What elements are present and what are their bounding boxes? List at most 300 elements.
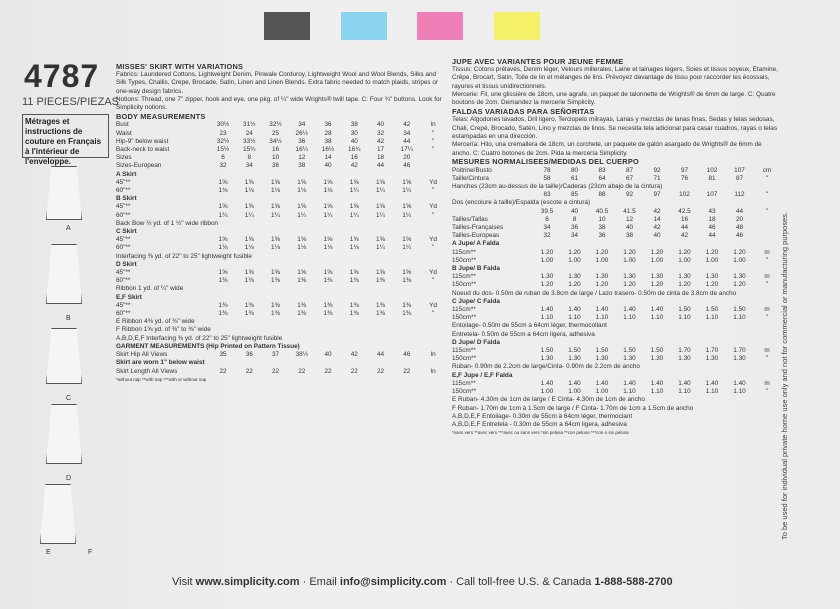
cell: 85 bbox=[570, 191, 579, 199]
cell: " bbox=[431, 244, 435, 252]
cell: 40.5 bbox=[595, 207, 609, 215]
cell: 1.20 bbox=[705, 248, 719, 256]
cell: 1⅝ bbox=[323, 203, 333, 211]
cell: 38 bbox=[324, 137, 332, 145]
cell: 1⅛ bbox=[349, 244, 359, 252]
cell: 1.40 bbox=[650, 379, 664, 387]
french-notice: Métrages et instructions de couture en Français à l'intérieur de l'enveloppe. bbox=[22, 114, 109, 158]
cell: 1.00 bbox=[540, 256, 554, 264]
table-row bbox=[116, 253, 444, 261]
cell: 1⅛ bbox=[323, 244, 333, 252]
table-row bbox=[116, 187, 444, 195]
cell: 1.30 bbox=[733, 355, 746, 363]
skirt-drawing bbox=[46, 244, 82, 304]
cell: 1.00 bbox=[568, 388, 581, 396]
cell: 88 bbox=[598, 191, 606, 199]
cell: 1⅝ bbox=[244, 236, 254, 244]
cell: 1.50 bbox=[650, 347, 664, 355]
table-row bbox=[116, 146, 444, 154]
table-row bbox=[116, 138, 444, 146]
cell: 1.40 bbox=[540, 379, 554, 387]
cell: 97 bbox=[653, 191, 661, 199]
cell: 1⅜ bbox=[323, 301, 333, 309]
cell: 46 bbox=[735, 232, 744, 240]
cell: 25 bbox=[271, 129, 280, 137]
cell: 1⅜ bbox=[218, 301, 228, 309]
table-row bbox=[452, 380, 778, 388]
cell: 102 bbox=[706, 166, 718, 174]
cell: 40 bbox=[653, 232, 661, 240]
cell: 1⅛ bbox=[271, 244, 280, 252]
cell: 37 bbox=[271, 351, 280, 359]
table-row bbox=[452, 265, 778, 273]
swatch bbox=[417, 12, 463, 40]
metric-footnote: *sans vers **avec vers ***avec ou sans vers *sin pelusa **con pelusa ***con o sin pelusa bbox=[452, 430, 629, 436]
cell: 1.30 bbox=[650, 355, 664, 363]
pieces-count: 11 PIECES/PIEZAS bbox=[22, 96, 120, 108]
cell: 26½ bbox=[295, 129, 308, 137]
cell: 1⅜ bbox=[244, 301, 254, 309]
cell: 1⅜ bbox=[376, 310, 385, 318]
cell: 1⅜ bbox=[271, 310, 280, 318]
cell: 36 bbox=[570, 224, 579, 232]
cell: 44 bbox=[680, 224, 689, 232]
row-label: 60"** bbox=[116, 244, 131, 252]
cell: 23 bbox=[219, 129, 227, 137]
cell: In bbox=[430, 121, 436, 129]
row-label: B Jupe/ B Falda bbox=[452, 265, 500, 273]
table-row bbox=[452, 355, 778, 363]
cell: 1.50 bbox=[568, 347, 581, 355]
cell: 44 bbox=[708, 232, 716, 240]
cell: 1⅝ bbox=[402, 178, 412, 186]
cell: 1.10 bbox=[650, 388, 664, 396]
row-label: Sizes-European bbox=[116, 162, 162, 170]
row-label: 150cm** bbox=[452, 388, 477, 396]
cell: 36 bbox=[271, 162, 280, 170]
row-label: 60"** bbox=[116, 310, 131, 318]
cell: 1.00 bbox=[623, 256, 636, 264]
cell: 1⅛ bbox=[271, 187, 280, 195]
cell: " bbox=[431, 137, 435, 145]
cell: 6 bbox=[221, 154, 225, 162]
cell: 1⅜ bbox=[402, 310, 412, 318]
cell: 10 bbox=[598, 215, 606, 223]
spanish-title: FALDAS VARIADAS PARA SEÑORITAS bbox=[452, 107, 595, 117]
row-label: Waist bbox=[116, 129, 132, 137]
cell: " bbox=[765, 174, 769, 182]
row-label: Hip-9" below waist bbox=[116, 137, 169, 145]
cell: 1⅜ bbox=[244, 277, 254, 285]
row-label: E,F Skirt bbox=[116, 293, 142, 301]
cell: 42.5 bbox=[678, 207, 691, 215]
cell: 38 bbox=[598, 224, 606, 232]
cell: 46 bbox=[708, 224, 716, 232]
table-row bbox=[452, 224, 778, 232]
table-row bbox=[116, 261, 444, 269]
cell: 36 bbox=[298, 137, 306, 145]
cell: 1⅜ bbox=[271, 277, 280, 285]
cell: 43 bbox=[708, 207, 716, 215]
cell bbox=[756, 224, 778, 232]
skirt-drawing bbox=[46, 328, 82, 384]
row-label: 45"** bbox=[116, 301, 131, 309]
row-label: 115cm** bbox=[452, 306, 476, 314]
cell: 1.10 bbox=[595, 314, 609, 322]
cell: 1.00 bbox=[733, 256, 746, 264]
cell: 1⅛ bbox=[218, 244, 228, 252]
cell: 40 bbox=[625, 224, 634, 232]
cell: 16¼ bbox=[295, 146, 308, 154]
row-label: D Skirt bbox=[116, 260, 137, 268]
cell: 1.70 bbox=[678, 347, 691, 355]
cell: 1.20 bbox=[595, 248, 609, 256]
cell: 1¼ bbox=[376, 244, 385, 252]
cell: 1⅛ bbox=[323, 187, 333, 195]
cell: 17 bbox=[376, 146, 385, 154]
table-row bbox=[452, 216, 778, 224]
cell bbox=[422, 162, 444, 170]
view-label: B bbox=[66, 315, 71, 322]
row-label: 60"** bbox=[116, 211, 131, 219]
cell: 83 bbox=[543, 191, 551, 199]
cell: 44 bbox=[403, 137, 411, 145]
table-row bbox=[452, 240, 778, 248]
cell: 1⅜ bbox=[218, 310, 228, 318]
row-label: Tailles-Europeas bbox=[452, 232, 500, 240]
cell: 22 bbox=[350, 367, 358, 375]
email-link[interactable]: info@simplicity.com bbox=[339, 576, 447, 588]
cell: 1.40 bbox=[733, 379, 746, 387]
cell: 42 bbox=[350, 162, 358, 170]
cell: 1⅜ bbox=[349, 310, 359, 318]
cell: 97 bbox=[680, 166, 689, 174]
cell: 1⅝ bbox=[218, 269, 228, 277]
table-row bbox=[452, 199, 778, 207]
cell: 34 bbox=[570, 232, 579, 240]
cell: 1⅝ bbox=[376, 178, 385, 186]
cell: 107 bbox=[706, 191, 718, 199]
table-row bbox=[116, 121, 444, 129]
cell: 46 bbox=[403, 351, 411, 359]
cell: m bbox=[764, 347, 770, 355]
table-row bbox=[452, 298, 778, 306]
cell: 32 bbox=[376, 129, 385, 137]
row-label: Taille/Cintura bbox=[452, 174, 489, 182]
cell: 6 bbox=[545, 215, 549, 223]
cell: 38 bbox=[350, 121, 358, 129]
cell: 42 bbox=[680, 232, 689, 240]
english-rows bbox=[116, 121, 444, 375]
cell: " bbox=[431, 277, 435, 285]
english-chart bbox=[116, 63, 444, 553]
cell: 1⅝ bbox=[244, 269, 254, 277]
french-spanish-chart bbox=[452, 58, 778, 552]
table-row bbox=[116, 335, 444, 343]
view-label: D bbox=[66, 475, 72, 482]
row-label: 115cm** bbox=[452, 248, 476, 256]
cell: 1.40 bbox=[595, 306, 609, 314]
cell: 1¼ bbox=[218, 211, 228, 219]
cell: 28 bbox=[324, 129, 332, 137]
row-label: C Skirt bbox=[116, 228, 137, 236]
cell: 39.5 bbox=[540, 207, 554, 215]
row-label: Skirt Length All Views bbox=[116, 367, 178, 375]
table-row bbox=[116, 228, 444, 236]
table-row bbox=[452, 306, 778, 314]
table-row bbox=[452, 314, 778, 322]
cell: 71 bbox=[653, 174, 661, 182]
cell: 38 bbox=[298, 162, 306, 170]
cell: 67 bbox=[625, 174, 634, 182]
cell: 1.30 bbox=[540, 355, 554, 363]
cell: 1¼ bbox=[297, 211, 307, 219]
cell: 12 bbox=[298, 154, 306, 162]
notions-text: Notions: Thread, one 7" zipper, hook and eye, one pkg. of ¼" wide Wrights® twill tape. C: Four ¾" buttons. Look for Simplicity notions. bbox=[116, 96, 442, 112]
cell: 12 bbox=[625, 215, 634, 223]
cell: 1.30 bbox=[678, 355, 691, 363]
skirt-drawing bbox=[46, 404, 82, 464]
cell: 1⅝ bbox=[349, 269, 359, 277]
cell: 1.40 bbox=[595, 379, 609, 387]
cell: 1⅝ bbox=[271, 236, 280, 244]
cell: 1⅜ bbox=[376, 301, 385, 309]
table-row bbox=[116, 310, 444, 318]
cell: m bbox=[764, 273, 770, 281]
cell: 1.00 bbox=[568, 256, 581, 264]
cell: 24 bbox=[245, 129, 253, 137]
table-row bbox=[452, 347, 778, 355]
row-label: A,B,D,E,F Interfacing ⅜ yd. of 22" to 25" lightweight fusible bbox=[116, 334, 283, 342]
cell: 1.30 bbox=[678, 273, 691, 281]
cell: 1⅜ bbox=[376, 277, 385, 285]
row-label: Entretela- 0.50m de 55cm a 64cm ligera, adhesiva bbox=[452, 330, 595, 338]
cell: 1.10 bbox=[733, 388, 746, 396]
table-row bbox=[452, 167, 778, 175]
cell: " bbox=[431, 310, 435, 318]
cell: 31½ bbox=[243, 121, 256, 129]
cell: 1⅜ bbox=[349, 277, 359, 285]
cell: Yd bbox=[429, 203, 437, 211]
cell: 81 bbox=[708, 174, 716, 182]
cell: 1.20 bbox=[623, 281, 636, 289]
cell: 1⅛ bbox=[218, 187, 228, 195]
cell: 40 bbox=[324, 351, 332, 359]
table-row bbox=[452, 372, 778, 380]
english-title: MISSES' SKIRT WITH VARIATIONS bbox=[116, 63, 244, 71]
cell: 1.00 bbox=[595, 388, 609, 396]
cell: 1.20 bbox=[623, 248, 636, 256]
cell: 1⅝ bbox=[218, 203, 228, 211]
cell: 1.30 bbox=[595, 355, 609, 363]
table-row bbox=[116, 269, 444, 277]
table-row bbox=[452, 183, 778, 191]
cell: 32½ bbox=[269, 121, 282, 129]
cell: 1⅜ bbox=[297, 310, 307, 318]
row-label: E Ribbon 4⅜ yd. of ⅜" wide bbox=[116, 318, 195, 326]
cell: 1.70 bbox=[733, 347, 746, 355]
cell: 1.30 bbox=[540, 273, 554, 281]
row-label: Noeud du dos- 0.50m de ruban de 3.8cm de large / Lazo trasero- 0.50m de cinta de 3.8cm de ancho bbox=[452, 289, 737, 297]
cell: 8 bbox=[572, 215, 577, 223]
table-row bbox=[116, 326, 444, 334]
usage-notice: To be used for individual private home use only and not for commercial or manufacturing purposes. bbox=[780, 211, 789, 540]
table-row bbox=[452, 421, 778, 429]
cell: 92 bbox=[653, 166, 661, 174]
cell: 1.10 bbox=[705, 388, 719, 396]
cell: 1.50 bbox=[705, 306, 719, 314]
row-label: Bust bbox=[116, 121, 129, 129]
cell: 22 bbox=[219, 367, 227, 375]
cell: 1⅝ bbox=[402, 269, 412, 277]
cell: 102 bbox=[679, 191, 690, 199]
table-row bbox=[116, 203, 444, 211]
cell: 32½ bbox=[216, 137, 230, 145]
cell: 1.30 bbox=[650, 273, 664, 281]
cell: 10 bbox=[271, 154, 280, 162]
row-label: GARMENT MEASUREMENTS (Hip Printed on Pattern Tissue) bbox=[116, 342, 300, 350]
cell: " bbox=[765, 388, 769, 396]
row-label: A Skirt bbox=[116, 170, 137, 178]
table-row bbox=[116, 220, 444, 228]
table-row bbox=[116, 162, 444, 170]
row-label: 150cm** bbox=[452, 256, 477, 264]
cell: 38½ bbox=[295, 351, 308, 359]
cell: 1⅝ bbox=[297, 269, 307, 277]
table-row bbox=[116, 236, 444, 244]
table-row bbox=[116, 130, 444, 138]
table-row bbox=[452, 322, 778, 330]
cell: 76 bbox=[680, 174, 689, 182]
cell: 1.00 bbox=[540, 388, 554, 396]
cell: 1.30 bbox=[705, 355, 719, 363]
cell: 1¼ bbox=[402, 187, 412, 195]
cell: " bbox=[765, 207, 769, 215]
cell: 1.30 bbox=[623, 273, 636, 281]
metric-title: MESURES NORMALISEES/MEDIDAS DEL CUERPO bbox=[452, 157, 639, 167]
cell: 1.20 bbox=[733, 248, 746, 256]
cell: 16¾ bbox=[348, 146, 361, 154]
cell: 42 bbox=[376, 137, 385, 145]
cell: 1.00 bbox=[678, 256, 691, 264]
cell: 1⅝ bbox=[349, 236, 359, 244]
table-row bbox=[116, 351, 444, 359]
cell: 112 bbox=[734, 191, 745, 199]
row-label: D Jupe/ D Falda bbox=[452, 338, 500, 346]
cell: 1.10 bbox=[733, 314, 746, 322]
cell: 22 bbox=[298, 367, 306, 375]
row-label: A,B,D,E,F Entretela - 0.30m de 55cm a 64cm ligera, adhesiva bbox=[452, 420, 627, 428]
cell: 22 bbox=[324, 367, 332, 375]
cell: 1.50 bbox=[733, 306, 746, 314]
swatch bbox=[494, 12, 540, 40]
cell: 1.10 bbox=[705, 314, 719, 322]
cell: " bbox=[431, 146, 435, 154]
row-label: B Skirt bbox=[116, 195, 137, 203]
phone-number: 1-888-588-2700 bbox=[594, 576, 673, 588]
cell: 17¼ bbox=[400, 146, 413, 154]
row-label: Ribbon 1 yd. of ¼" wide bbox=[116, 285, 184, 293]
row-label: 45"** bbox=[116, 236, 131, 244]
cell: " bbox=[431, 187, 435, 195]
cell: 1⅛ bbox=[297, 187, 307, 195]
cell: 1⅜ bbox=[323, 277, 333, 285]
cell: 15¾ bbox=[243, 146, 256, 154]
cell: 1¼ bbox=[402, 244, 412, 252]
row-label: 150cm** bbox=[452, 281, 477, 289]
table-row bbox=[452, 396, 778, 404]
cell: 14 bbox=[324, 154, 332, 162]
cell: 1.20 bbox=[733, 281, 746, 289]
cell: Yd bbox=[429, 236, 437, 244]
table-row bbox=[116, 368, 444, 376]
cell: 14 bbox=[653, 215, 661, 223]
row-label: 115cm** bbox=[452, 347, 476, 355]
cell: 1⅝ bbox=[402, 203, 412, 211]
cell: 80 bbox=[570, 166, 579, 174]
table-row bbox=[452, 232, 778, 240]
cell: 18 bbox=[376, 154, 385, 162]
cell: 1.50 bbox=[678, 306, 691, 314]
row-label: F Ribbon 1⅝ yd. of ⅜" to ⅜" wide bbox=[116, 326, 211, 334]
cell: Yd bbox=[429, 178, 437, 186]
cell: 30 bbox=[350, 129, 358, 137]
cell: 107 bbox=[734, 166, 745, 174]
tissus-text: Tissus: Cotons prélavés, Denim léger, Velours millerales, Laine et lainages légers, Soies et tissus soyeux, Étamine, Crêpe, Brocart, Satin, Toile de lin et mélanges de lins. Prévoyez davantage de tissu pour raccorder les écossais, rayures et tissus unidirectionnels. bbox=[452, 66, 778, 90]
cell: 1.70 bbox=[705, 347, 719, 355]
cell: 34 bbox=[543, 224, 551, 232]
row-label: Hanches (23cm au-dessus de la taille)/Caderas (23cm abajo de la cintura) bbox=[452, 183, 663, 191]
cell: 1⅝ bbox=[297, 203, 307, 211]
row-label: 115cm** bbox=[452, 379, 476, 387]
cell: 1.20 bbox=[650, 281, 664, 289]
cell: 1¼ bbox=[376, 187, 385, 195]
cell: 8 bbox=[247, 154, 252, 162]
table-row bbox=[116, 154, 444, 162]
cell: 1¼ bbox=[349, 187, 359, 195]
table-row bbox=[116, 179, 444, 187]
cell: 40 bbox=[570, 207, 579, 215]
cell: 44 bbox=[376, 162, 385, 170]
website-link[interactable]: www.simplicity.com bbox=[195, 576, 300, 588]
email-label: · Email bbox=[299, 576, 340, 588]
cell: " bbox=[431, 211, 435, 219]
cell: 34 bbox=[245, 162, 253, 170]
table-row bbox=[116, 171, 444, 179]
table-row bbox=[452, 413, 778, 421]
cell: 16 bbox=[680, 215, 689, 223]
cell: 33½ bbox=[243, 137, 256, 145]
cell: In bbox=[430, 367, 436, 375]
visit-label: Visit bbox=[172, 576, 196, 588]
metric-rows bbox=[452, 167, 778, 430]
cell: 1.50 bbox=[623, 347, 636, 355]
cell: 1⅝ bbox=[349, 203, 359, 211]
row-label: Sizes bbox=[116, 154, 132, 162]
cell: 1.40 bbox=[623, 379, 636, 387]
cell: 20 bbox=[735, 215, 744, 223]
cell: " bbox=[765, 355, 769, 363]
cell: 92 bbox=[625, 191, 634, 199]
row-label: A Jupe/ A Falda bbox=[452, 240, 500, 248]
cell: 1.20 bbox=[678, 248, 691, 256]
cell: m bbox=[764, 306, 770, 314]
call-label: · Call toll-free U.S. & Canada bbox=[446, 576, 595, 588]
cell: 1¼ bbox=[271, 211, 280, 219]
cell: 1⅜ bbox=[271, 301, 280, 309]
cell: 1.00 bbox=[595, 256, 609, 264]
table-row bbox=[452, 257, 778, 265]
